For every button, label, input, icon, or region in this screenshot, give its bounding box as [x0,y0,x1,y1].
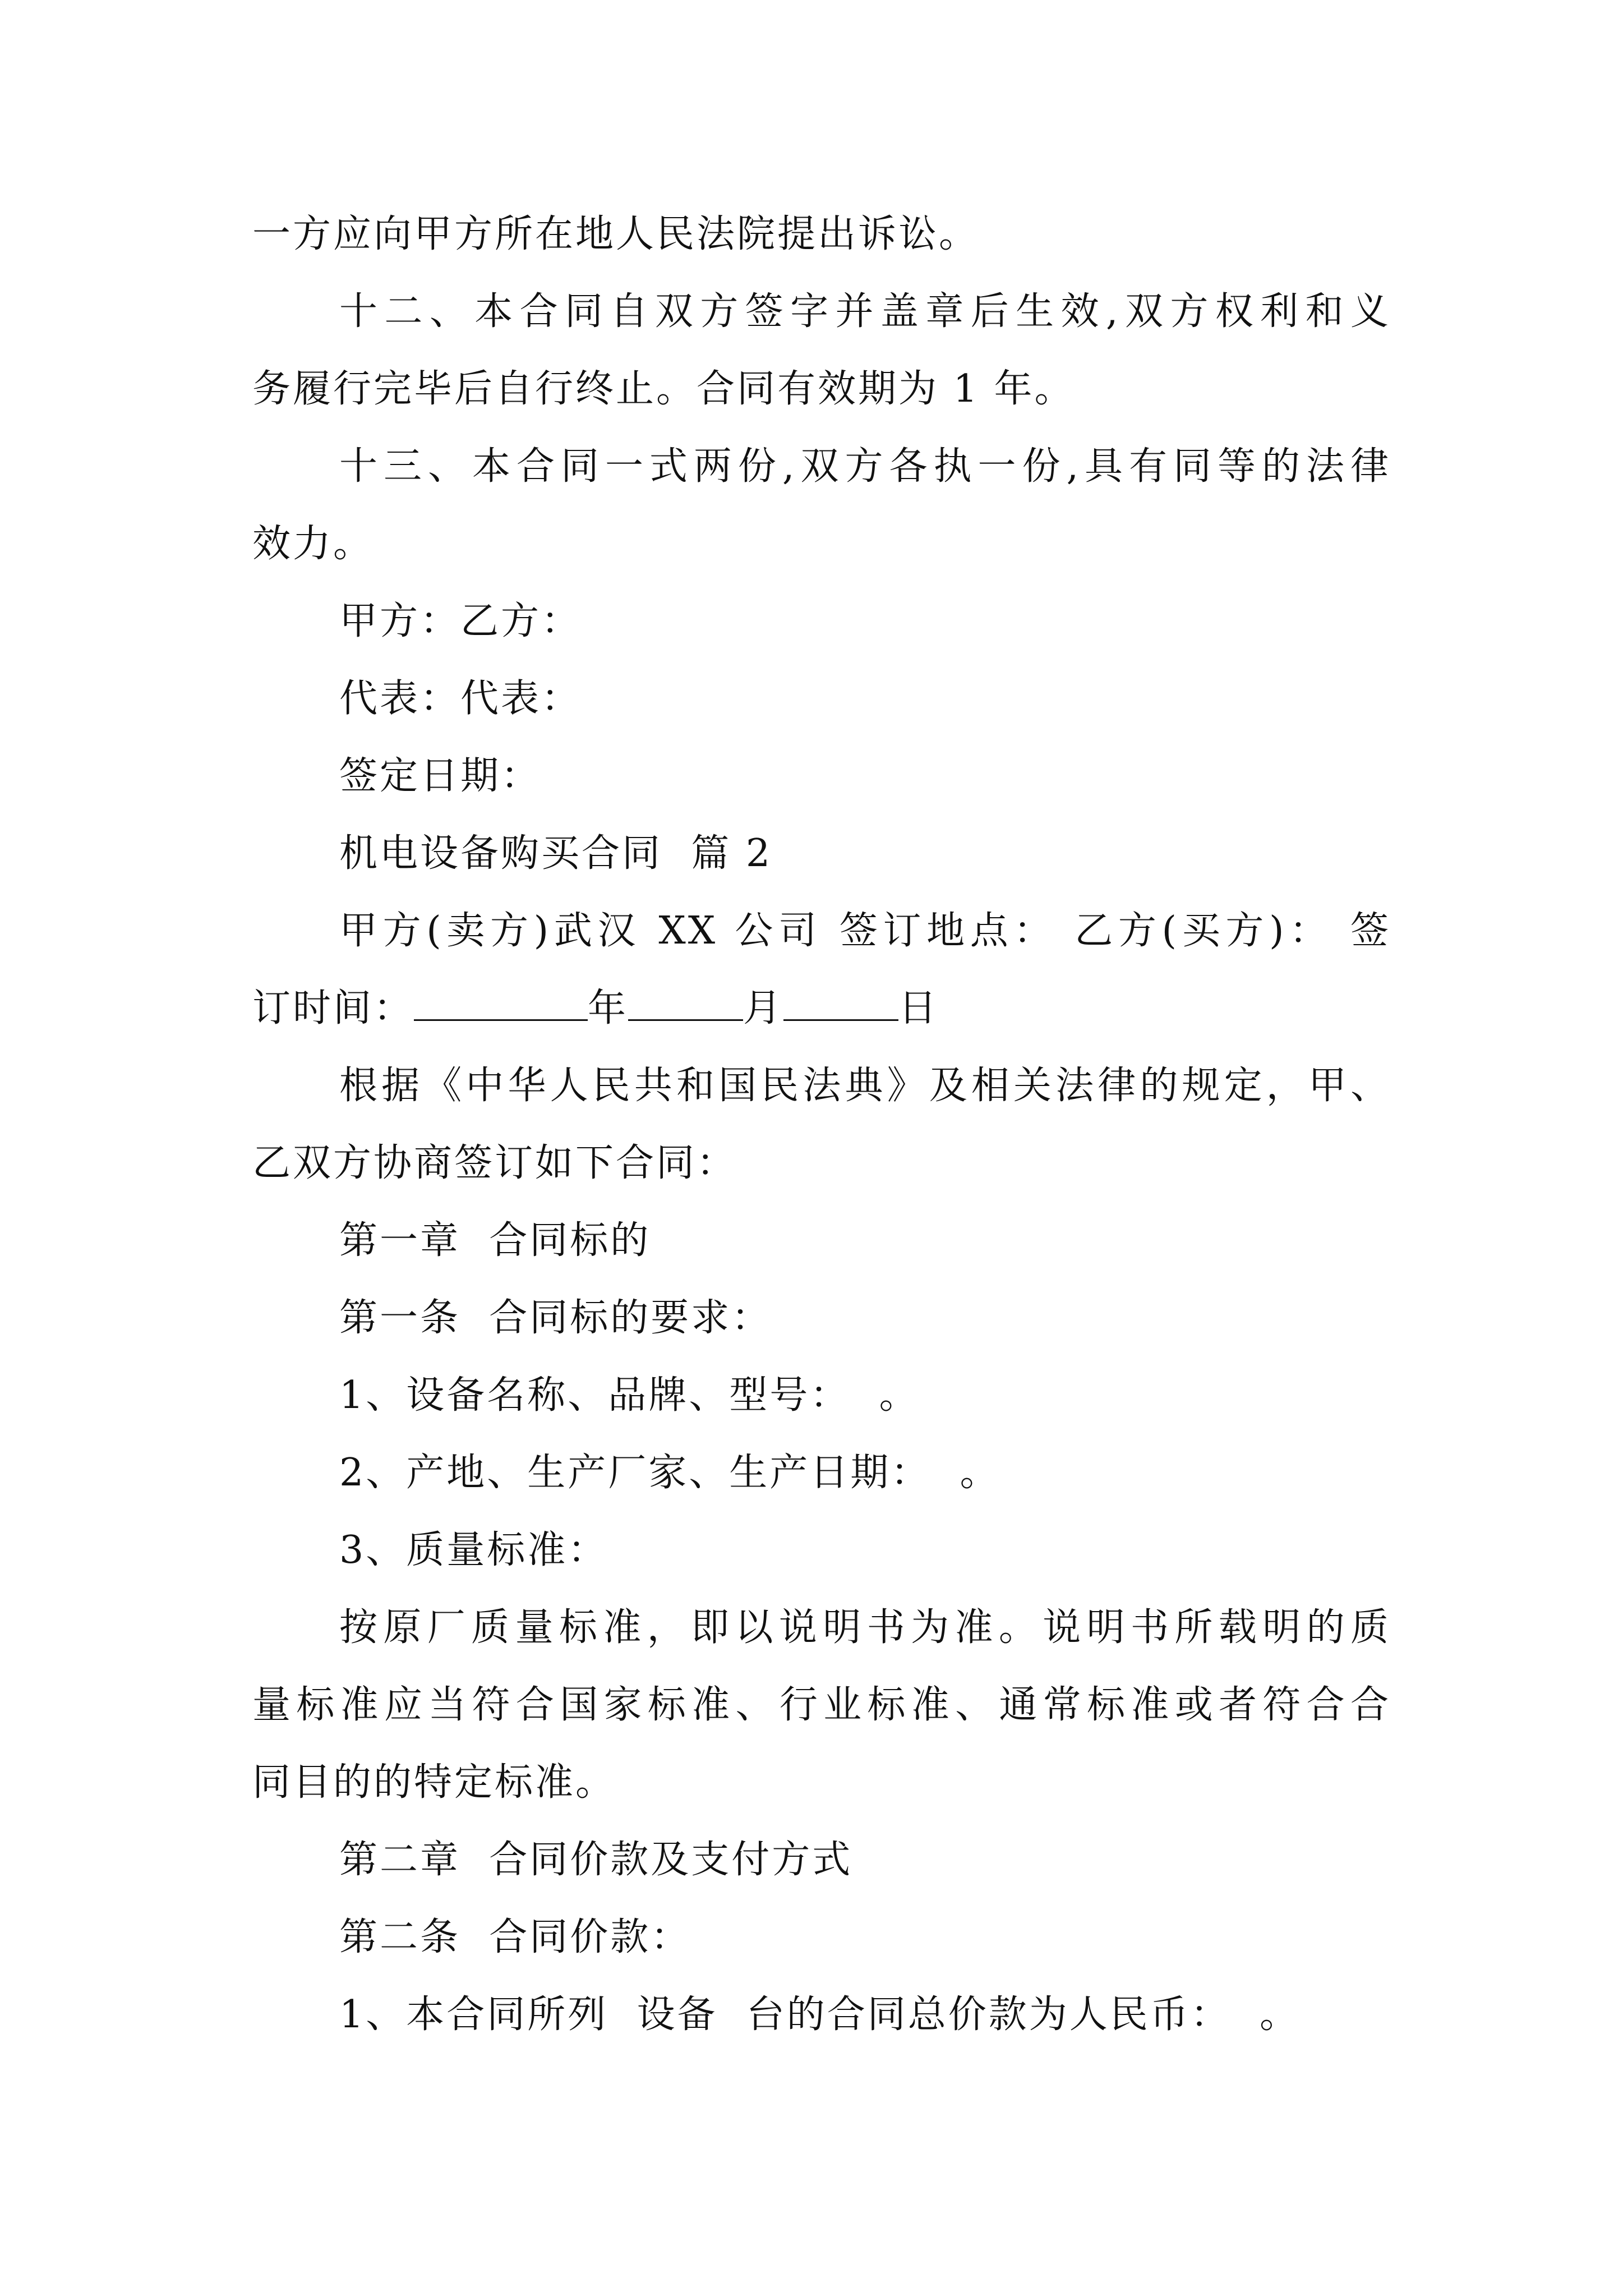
article-one-heading: 第一条 合同标的要求： [339,1296,772,1340]
day-label: 日 [898,986,939,1030]
year-blank [414,984,588,1021]
legal-basis-line-1: 根据《中华人民共和国民法典》及相关法律的规定，甲、 [339,1064,1391,1108]
party-signature-line: 甲方：乙方： [339,599,582,643]
item-origin-manufacturer: 2、产地、生产厂家、生产日期： 。 [339,1451,1000,1495]
chapter-two-heading: 第二章 合同价款及支付方式 [339,1838,853,1882]
representative-signature-line: 代表：代表： [339,677,582,721]
item-equipment-name: 1、设备名称、品牌、型号： 。 [339,1373,920,1418]
parties-info-line: 甲方(卖方)武汉 XX 公司 签订地点： 乙方(买方)： 签 [339,909,1391,953]
legal-basis-line-2: 乙双方协商签订如下合同： [252,1141,737,1185]
signing-time-label: 订时间： [252,986,414,1030]
clause-thirteen-line-1: 十三、本合同一式两份,双方各执一份,具有同等的法律 [339,444,1391,489]
item-total-price: 1、本合同所列 设备 台的合同总价款为人民币： 。 [339,1993,1300,2037]
year-label: 年 [588,986,629,1030]
month-blank [628,984,743,1021]
day-blank [783,984,898,1021]
chapter-one-heading: 第一章 合同标的 [339,1218,651,1263]
quality-paragraph-line-3: 同目的的特定标准。 [252,1760,616,1805]
clause-thirteen-line-2: 效力。 [252,522,374,566]
article-two-heading: 第二条 合同价款： [339,1915,691,1959]
contract-title-part-2: 机电设备购买合同 篇 2 [339,831,773,876]
quality-paragraph-line-2: 量标准应当符合国家标准、行业标准、通常标准或者符合合 [252,1683,1391,1727]
quality-paragraph-line-1: 按原厂质量标准，即以说明书为准。说明书所载明的质 [339,1605,1391,1650]
paragraph-line-1: 一方应向甲方所在地人民法院提出诉讼。 [252,212,980,256]
item-quality-standard: 3、质量标准： [339,1528,608,1572]
signing-date-line: 签定日期： [339,754,542,798]
month-label: 月 [743,986,784,1030]
clause-twelve-line-1: 十二、本合同自双方签字并盖章后生效,双方权利和义 [339,289,1391,334]
clause-twelve-line-2: 务履行完毕后自行终止。合同有效期为 1 年。 [252,367,1075,411]
signing-time-line [252,981,939,1037]
